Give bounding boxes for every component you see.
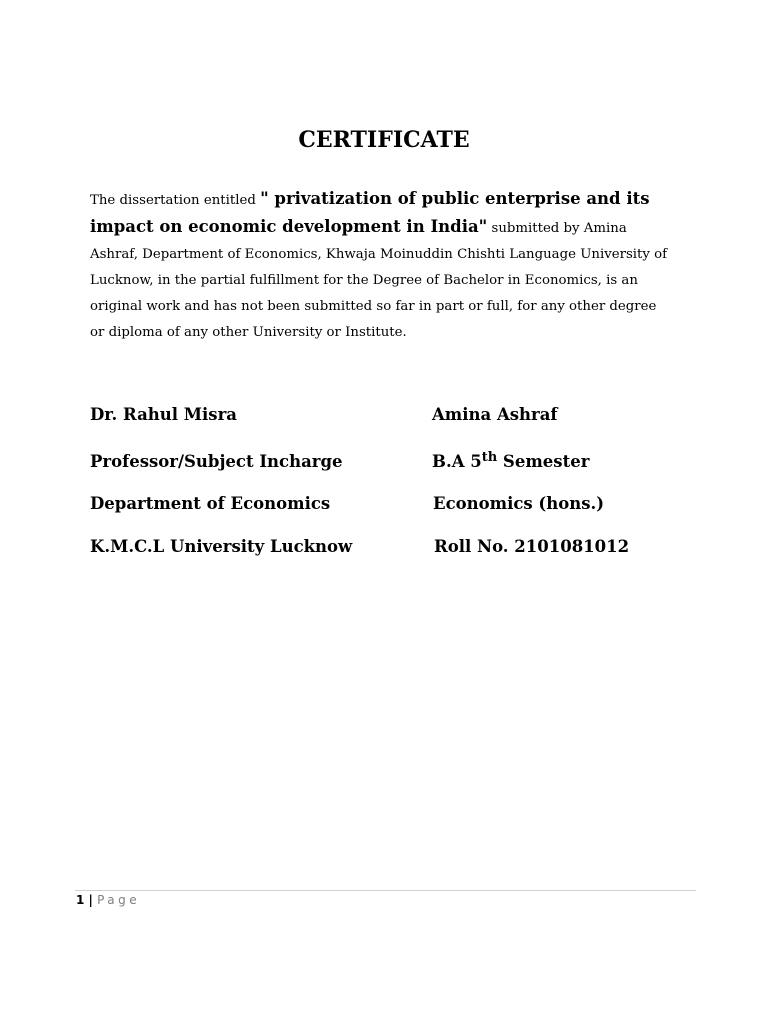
footer-divider xyxy=(75,890,696,891)
page-label: Page xyxy=(97,893,141,907)
supervisor-university: K.M.C.L University Lucknow xyxy=(90,537,353,556)
student-course-prefix: B.A 5 xyxy=(432,452,482,471)
supervisor-department: Department of Economics xyxy=(90,494,331,513)
certificate-title: CERTIFICATE xyxy=(298,127,470,153)
page-separator: | xyxy=(84,893,98,907)
body-intro: The dissertation entitled xyxy=(90,193,261,208)
page-footer xyxy=(76,893,140,907)
page-number: 1 xyxy=(76,893,85,907)
body-quote-close: " xyxy=(478,217,488,236)
student-course-suffix: Semester xyxy=(497,452,590,471)
student-roll-number: Roll No. 2101081012 xyxy=(434,537,630,556)
supervisor-name: Dr. Rahul Misra xyxy=(90,405,237,424)
student-program: Economics (hons.) xyxy=(433,494,605,513)
dissertation-title: privatization of public enterprise and its impact on economic development in India xyxy=(90,189,650,236)
student-course-superscript: th xyxy=(481,450,498,465)
body-quote-open: " xyxy=(260,189,275,208)
certificate-body xyxy=(90,186,670,346)
student-course xyxy=(432,452,589,471)
body-rest: submitted by Amina Ashraf, Department of Economics, Khwaja Moinuddin Chishti Language University of Lucknow, in the partial fulfillment for the Degree of Bachelor in Economics, is an original work and has not been submitted so far in part or full, for any other degree or diploma of any other University or Institute. xyxy=(90,221,668,340)
student-name: Amina Ashraf xyxy=(432,405,558,424)
supervisor-designation: Professor/Subject Incharge xyxy=(90,452,343,471)
